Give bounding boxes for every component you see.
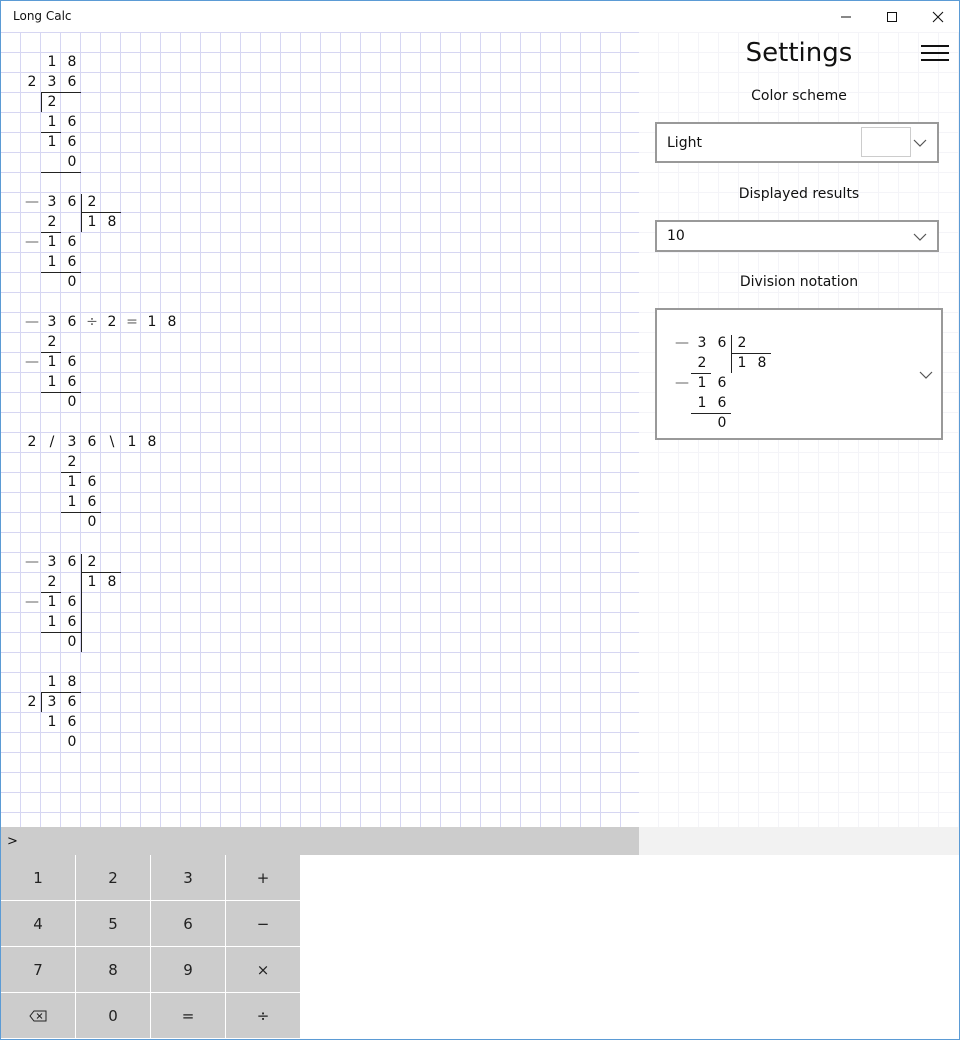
notation-3-glyph: 1 (47, 354, 57, 370)
notation-5-glyph: 0 (67, 634, 77, 650)
notation-preview-glyph: 6 (717, 375, 727, 391)
notation-2-glyph: 2 (87, 194, 97, 210)
notation-5-glyph: 1 (47, 614, 57, 630)
notation-3-glyph: 3 (47, 314, 57, 330)
maximize-button[interactable] (869, 1, 915, 32)
color-scheme-select[interactable] (655, 122, 939, 163)
notation-4-glyph: 6 (87, 494, 97, 510)
notation-1-glyph: 0 (67, 154, 77, 170)
notation-3-glyph: 8 (167, 314, 177, 330)
key-equals-label: = (181, 1006, 195, 1025)
division-notation-label: Division notation (739, 274, 859, 290)
notation-5-glyph: 1 (87, 574, 97, 590)
notation-5-glyph: 2 (47, 574, 57, 590)
notation-preview-glyph: 0 (717, 415, 727, 431)
key-plus[interactable] (226, 855, 300, 900)
window-title: Long Calc (13, 9, 72, 23)
notation-3-glyph: 2 (47, 334, 57, 350)
notation-4-glyph: 3 (67, 434, 77, 450)
notation-4-glyph: 1 (67, 474, 77, 490)
settings-title: Settings (745, 38, 853, 68)
key-1[interactable] (1, 855, 75, 900)
key-1-label: 1 (33, 868, 43, 887)
notation-2-glyph: 0 (67, 274, 77, 290)
hamburger-icon-bar (921, 59, 949, 61)
key-equals[interactable] (151, 993, 225, 1038)
input-prompt: > (7, 834, 18, 849)
settings-pane (640, 32, 958, 827)
key-3[interactable] (151, 855, 225, 900)
displayed-results-label: Displayed results (738, 186, 860, 202)
notation-preview-glyph: 1 (697, 375, 707, 391)
notation-3-glyph: 6 (67, 374, 77, 390)
notation-6-glyph: 6 (67, 714, 77, 730)
notation-4-glyph: \ (109, 434, 115, 450)
key-9-label: 9 (183, 960, 193, 979)
key-plus-label: + (256, 868, 270, 887)
notation-3-glyph: — (25, 354, 39, 370)
notation-1-glyph: 8 (67, 54, 77, 70)
division-notation-select[interactable] (655, 308, 943, 440)
notation-1-glyph: 1 (47, 114, 57, 130)
notation-3-glyph: 0 (67, 394, 77, 410)
key-4[interactable] (1, 901, 75, 946)
notation-preview-glyph: 3 (697, 335, 707, 351)
notation-2-glyph: 1 (47, 234, 57, 250)
key-multiply[interactable] (226, 947, 300, 992)
notation-2-glyph: — (25, 194, 39, 210)
expression-input[interactable] (1, 827, 639, 855)
color-scheme-label: Color scheme (751, 88, 847, 104)
notation-1-glyph: 2 (47, 94, 57, 110)
input-bar-filler (639, 827, 959, 855)
notation-5-glyph: 6 (67, 594, 77, 610)
notation-6-glyph: 6 (67, 694, 77, 710)
notation-3-glyph: 1 (147, 314, 157, 330)
notation-3-glyph: 6 (67, 354, 77, 370)
notation-preview-glyph: 6 (717, 335, 727, 351)
notation-3-glyph: ÷ (86, 314, 98, 330)
notation-6-glyph: 8 (67, 674, 77, 690)
notation-preview-glyph: — (675, 335, 689, 351)
keypad (1, 855, 301, 1039)
minimize-button[interactable] (823, 1, 869, 32)
worksheet[interactable] (1, 32, 639, 827)
notation-3-glyph: 1 (47, 374, 57, 390)
notation-4-glyph: 0 (87, 514, 97, 530)
notation-2-glyph: 6 (67, 254, 77, 270)
notation-2-glyph: 1 (87, 214, 97, 230)
notation-5-glyph: — (25, 554, 39, 570)
notation-preview-glyph: 6 (717, 395, 727, 411)
key-0-label: 0 (108, 1006, 118, 1025)
notation-5-glyph: 6 (67, 614, 77, 630)
key-3-label: 3 (183, 868, 193, 887)
notation-1-glyph: 6 (67, 114, 77, 130)
notation-1-glyph: 3 (47, 74, 57, 90)
hamburger-icon (921, 45, 949, 47)
notation-2-glyph: 6 (67, 234, 77, 250)
displayed-results-select[interactable] (655, 220, 939, 252)
notation-preview-glyph: — (675, 375, 689, 391)
notation-4-glyph: 1 (67, 494, 77, 510)
notation-2-glyph: 3 (47, 194, 57, 210)
notation-3-glyph: = (126, 314, 138, 330)
notation-4-glyph: 2 (27, 434, 37, 450)
notation-preview-glyph: 1 (737, 355, 747, 371)
notation-preview-glyph: 8 (757, 355, 767, 371)
notation-5-glyph: 3 (47, 554, 57, 570)
notation-3-glyph: — (25, 314, 39, 330)
notation-preview-glyph: 1 (697, 395, 707, 411)
notation-1-glyph: 6 (67, 74, 77, 90)
notation-5-glyph: 1 (47, 594, 57, 610)
notation-6-glyph: 0 (67, 734, 77, 750)
notation-1-glyph: 2 (27, 74, 37, 90)
key-8[interactable] (76, 947, 150, 992)
key-4-label: 4 (33, 914, 43, 933)
key-5-label: 5 (108, 914, 118, 933)
notation-1-glyph: 1 (47, 54, 57, 70)
notation-preview-glyph: 2 (737, 335, 747, 351)
notation-4-glyph: 2 (67, 454, 77, 470)
notation-6-glyph: 3 (47, 694, 57, 710)
chevron-down-icon (913, 138, 927, 148)
notation-6-glyph: 1 (47, 674, 57, 690)
maximize-icon (886, 11, 898, 23)
key-8-label: 8 (108, 960, 118, 979)
minimize-icon (840, 11, 852, 23)
key-backspace[interactable] (1, 993, 75, 1038)
close-icon (932, 11, 944, 23)
key-7[interactable] (1, 947, 75, 992)
notation-4-glyph: 6 (87, 474, 97, 490)
notation-5-glyph: 6 (67, 554, 77, 570)
notation-1-glyph: 6 (67, 134, 77, 150)
notation-4-glyph: 6 (87, 434, 97, 450)
key-minus-label: − (256, 914, 270, 933)
key-divide[interactable] (226, 993, 300, 1038)
key-2-label: 2 (108, 868, 118, 887)
notation-3-glyph: 2 (107, 314, 117, 330)
hamburger-menu-button[interactable] (921, 45, 949, 63)
notation-1-glyph: 1 (47, 134, 57, 150)
notation-6-glyph: 1 (47, 714, 57, 730)
key-5[interactable] (76, 901, 150, 946)
hamburger-icon-bar (921, 52, 949, 54)
key-6-label: 6 (183, 914, 193, 933)
notation-4-glyph: 1 (127, 434, 137, 450)
key-0[interactable] (76, 993, 150, 1038)
color-swatch (861, 127, 911, 157)
notation-preview-glyph: 2 (697, 355, 707, 371)
key-7-label: 7 (33, 960, 43, 979)
notation-5-glyph: 2 (87, 554, 97, 570)
notation-2-glyph: 1 (47, 254, 57, 270)
notation-3-glyph: 6 (67, 314, 77, 330)
notation-2-glyph: 8 (107, 214, 117, 230)
key-divide-label: ÷ (256, 1006, 270, 1025)
notation-2-glyph: 2 (47, 214, 57, 230)
notation-4-glyph: 8 (147, 434, 157, 450)
key-multiply-label: × (256, 960, 270, 979)
key-minus[interactable] (226, 901, 300, 946)
title-bar (1, 1, 959, 32)
notation-2-glyph: — (25, 234, 39, 250)
key-9[interactable] (151, 947, 225, 992)
key-2[interactable] (76, 855, 150, 900)
chevron-down-icon (919, 370, 933, 380)
key-6[interactable] (151, 901, 225, 946)
close-button[interactable] (915, 1, 960, 32)
notation-5-glyph: — (25, 594, 39, 610)
color-scheme-value: Light (667, 135, 702, 151)
notation-4-glyph: / (49, 434, 55, 450)
notation-2-glyph: 6 (67, 194, 77, 210)
chevron-down-icon (913, 232, 927, 242)
notation-5-glyph: 8 (107, 574, 117, 590)
notation-6-glyph: 2 (27, 694, 37, 710)
backspace-icon (29, 1010, 47, 1022)
displayed-results-value: 10 (667, 228, 685, 244)
